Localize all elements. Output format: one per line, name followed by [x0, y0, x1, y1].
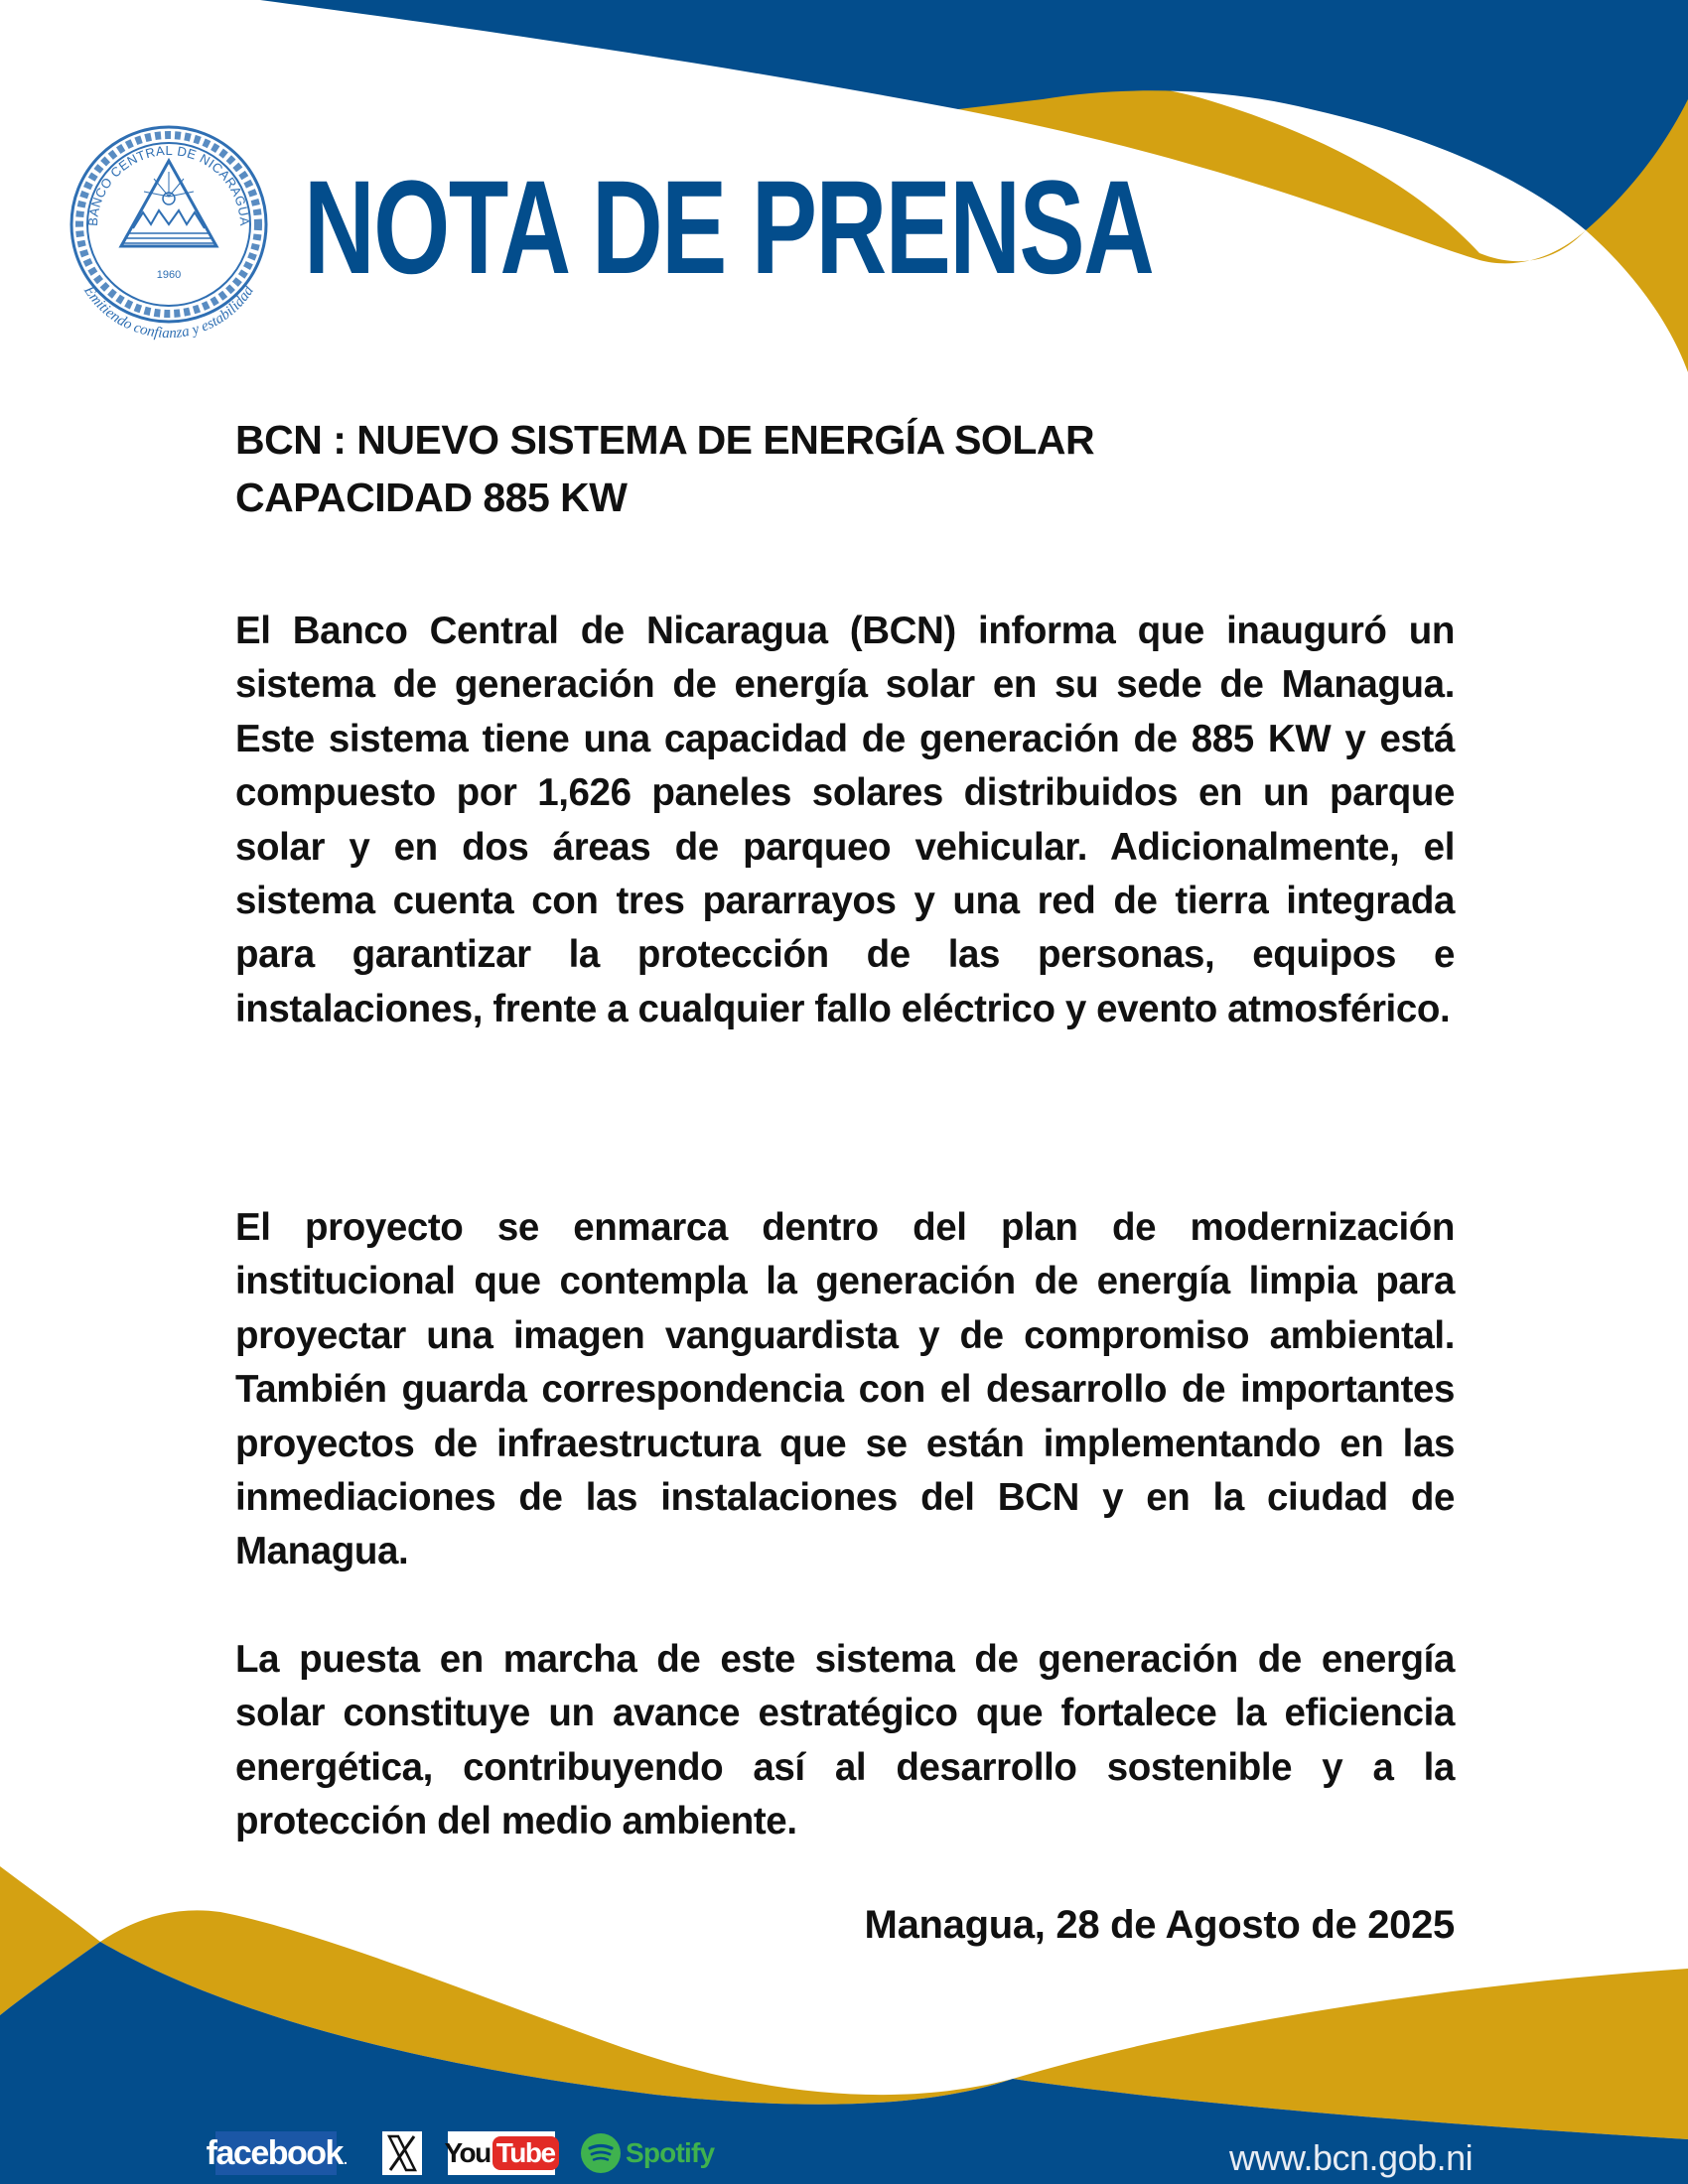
x-icon	[387, 2134, 417, 2172]
facebook-link[interactable]: facebook .	[215, 2131, 337, 2175]
bcn-seal-logo	[60, 117, 278, 343]
svg-text:1960: 1960	[156, 269, 182, 281]
social-links	[206, 2131, 715, 2175]
headline	[235, 411, 1455, 526]
body-paragraph-3: La puesta en marcha de este sistema de generación de energía solar constituye un avance estratégico que fortalece la eficiencia energética, contribuyendo así al desarrollo sostenible y a la protección del medio ambiente.	[235, 1638, 1455, 1843]
youtube-link[interactable]	[444, 2131, 555, 2175]
svg-text:Emitiendo confianza y estabili: Emitiendo confianza y estabilidad	[80, 283, 257, 342]
spotify-link[interactable]	[581, 2133, 714, 2173]
body-paragraph-1: El Banco Central de Nicaragua (BCN) informa que inauguró un sistema de generación de energía solar en su sede de Managua. Este sistema tiene una capacidad de generación de 885 KW y está compuesto por 1,626 paneles solares distribuidos en un parque solar y en dos áreas de parqueo vehicular. Adicionalmente, el sistema cuenta con tres pararrayos y una red de tierra integrada para garantizar la protección de las personas, equipos e instalaciones, frente a cualquier fallo eléctrico y evento atmosférico.	[235, 610, 1455, 1030]
youtube-icon-tube: Tube	[492, 2136, 559, 2170]
headline-line-1: BCN : NUEVO SISTEMA DE ENERGÍA SOLAR	[235, 417, 1095, 463]
website-link[interactable]: www.bcn.gob.ni	[1229, 2137, 1474, 2178]
spotify-label: Spotify	[626, 2137, 715, 2168]
youtube-icon-you: You	[444, 2137, 491, 2168]
press-release-title: NOTA DE PRENSA	[304, 154, 1154, 302]
svg-text:BANCO CENTRAL DE NICARAGUA: BANCO CENTRAL DE NICARAGUA	[84, 142, 253, 227]
facebook-icon: facebook	[206, 2133, 343, 2172]
body-paragraph-2: El proyecto se enmarca dentro del plan de modernización institucional que contempla la generación de energía limpia para proyectar una imagen vanguardista y de compromiso ambiental. También guarda correspondencia con el desarrollo de importantes proyectos de infraestructura que se están implementando en las inmediaciones de las instalaciones del BCN y en la ciudad de Managua.	[235, 1206, 1455, 1573]
x-link[interactable]	[382, 2131, 422, 2175]
spotify-icon	[581, 2133, 621, 2173]
headline-line-2: CAPACIDAD 885 KW	[235, 475, 628, 520]
dateline: Managua, 28 de Agosto de 2025	[864, 1903, 1455, 1947]
